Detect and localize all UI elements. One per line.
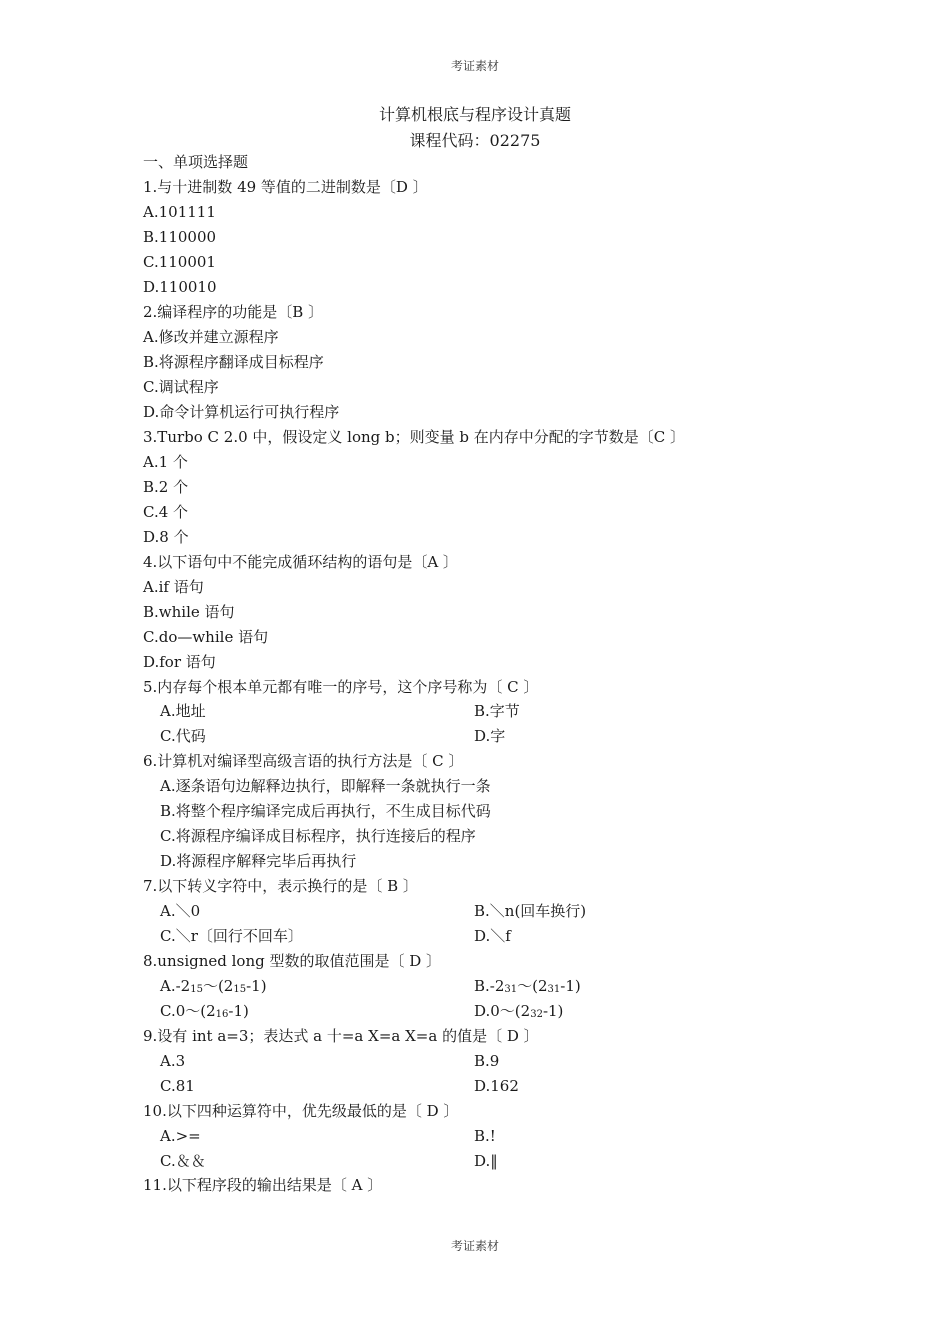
question-10-option-d: D.‖ xyxy=(474,1152,498,1170)
question-6-option-d: D.将源程序解释完毕后再执行 xyxy=(160,852,357,870)
question-8-stem: 8.unsigned long 型数的取值范围是〔 D 〕 xyxy=(143,952,442,970)
question-3-option-a: A.1 个 xyxy=(143,453,188,471)
question-9-option-a: A.3 xyxy=(160,1052,186,1070)
question-6-option-c: C.将源程序编译成目标程序，执行连接后的程序 xyxy=(160,827,476,845)
question-4-option-a: A.if 语句 xyxy=(143,578,204,596)
question-9-option-b: B.9 xyxy=(474,1052,500,1070)
question-1-option-d: D.110010 xyxy=(143,278,217,296)
question-2-stem: 2.编译程序的功能是〔B 〕 xyxy=(143,303,324,321)
document-title: 计算机根底与程序设计真题 xyxy=(378,105,571,124)
question-8-option-a: $A.-2_{15}\sim(2_{15}-1)$ xyxy=(160,977,267,995)
question-10-option-b: B.! xyxy=(474,1127,496,1145)
question-5-stem: 5.内存每个根本单元都有唯一的序号，这个序号称为〔 C 〕 xyxy=(143,678,539,696)
question-11-stem: 11.以下程序段的输出结果是〔 A 〕 xyxy=(143,1176,383,1194)
question-6-option-a: A.逐条语句边解释边执行，即解释一条就执行一条 xyxy=(160,777,491,795)
question-1-stem: 1.与十进制数 49 等值的二进制数是〔D 〕 xyxy=(143,178,428,196)
question-10-option-a: A.>= xyxy=(160,1127,201,1145)
page-header: 考证素材 xyxy=(450,59,499,73)
question-5-option-d: D.字 xyxy=(474,727,506,745)
section-heading: 一、单项选择题 xyxy=(143,153,249,171)
question-4-option-c: C.do—while 语句 xyxy=(143,628,269,646)
question-7-option-c: C.＼r〔回行不回车〕 xyxy=(160,927,303,945)
question-3-option-b: B.2 个 xyxy=(143,478,189,496)
question-10-stem: 10.以下四种运算符中，优先级最低的是〔 D 〕 xyxy=(143,1102,459,1120)
question-1-option-c: C.110001 xyxy=(143,253,216,271)
question-2-option-d: D.命令计算机运行可执行程序 xyxy=(143,403,340,421)
page-footer: 考证素材 xyxy=(450,1239,499,1253)
question-5-option-a: A.地址 xyxy=(160,702,206,720)
question-3-stem: 3.Turbo C 2.0 中，假设定义 long b；则变量 b 在内存中分配的字节数是〔C 〕 xyxy=(143,428,686,446)
question-3-option-d: D.8 个 xyxy=(143,528,189,546)
question-2-option-c: C.调试程序 xyxy=(143,378,219,396)
question-9-option-d: D.162 xyxy=(474,1077,519,1095)
course-code: 课程代码：02275 xyxy=(409,131,541,150)
question-4-option-b: B.while 语句 xyxy=(143,603,235,621)
question-4-option-d: D.for 语句 xyxy=(143,653,216,671)
question-9-stem: 9.设有 int a=3；表达式 a 十=a X=a X=a 的值是〔 D 〕 xyxy=(143,1027,539,1045)
question-1-option-b: B.110000 xyxy=(143,228,217,246)
question-2-option-a: A.修改并建立源程序 xyxy=(143,328,279,346)
question-7-option-d: D.＼f xyxy=(474,927,511,945)
question-8-option-c: $C.0\sim(2_{16}-1)$ xyxy=(160,1002,249,1020)
question-5-option-c: C.代码 xyxy=(160,727,206,745)
question-7-option-a: A.＼0 xyxy=(160,902,201,920)
question-9-option-c: C.81 xyxy=(160,1077,195,1095)
question-1-option-a: A.101111 xyxy=(143,203,216,221)
question-7-stem: 7.以下转义字符中，表示换行的是〔 B 〕 xyxy=(143,877,418,895)
question-3-option-c: C.4 个 xyxy=(143,503,189,521)
question-7-option-b: B.＼n(回车换行) xyxy=(474,902,587,920)
question-8-option-d: $D.0\sim(2_{32}-1)$ xyxy=(474,1002,564,1020)
question-2-option-b: B.将源程序翻译成目标程序 xyxy=(143,353,324,371)
question-5-option-b: B.字节 xyxy=(474,702,520,720)
question-8-option-b: $B.-2_{31}\sim(2_{31}-1)$ xyxy=(474,977,581,995)
question-10-option-c: C.＆＆ xyxy=(160,1152,206,1170)
question-6-stem: 6.计算机对编译型高级言语的执行方法是〔 C 〕 xyxy=(143,752,464,770)
question-4-stem: 4.以下语句中不能完成循环结构的语句是〔A 〕 xyxy=(143,553,458,571)
question-6-option-b: B.将整个程序编译完成后再执行，不生成目标代码 xyxy=(160,802,491,820)
